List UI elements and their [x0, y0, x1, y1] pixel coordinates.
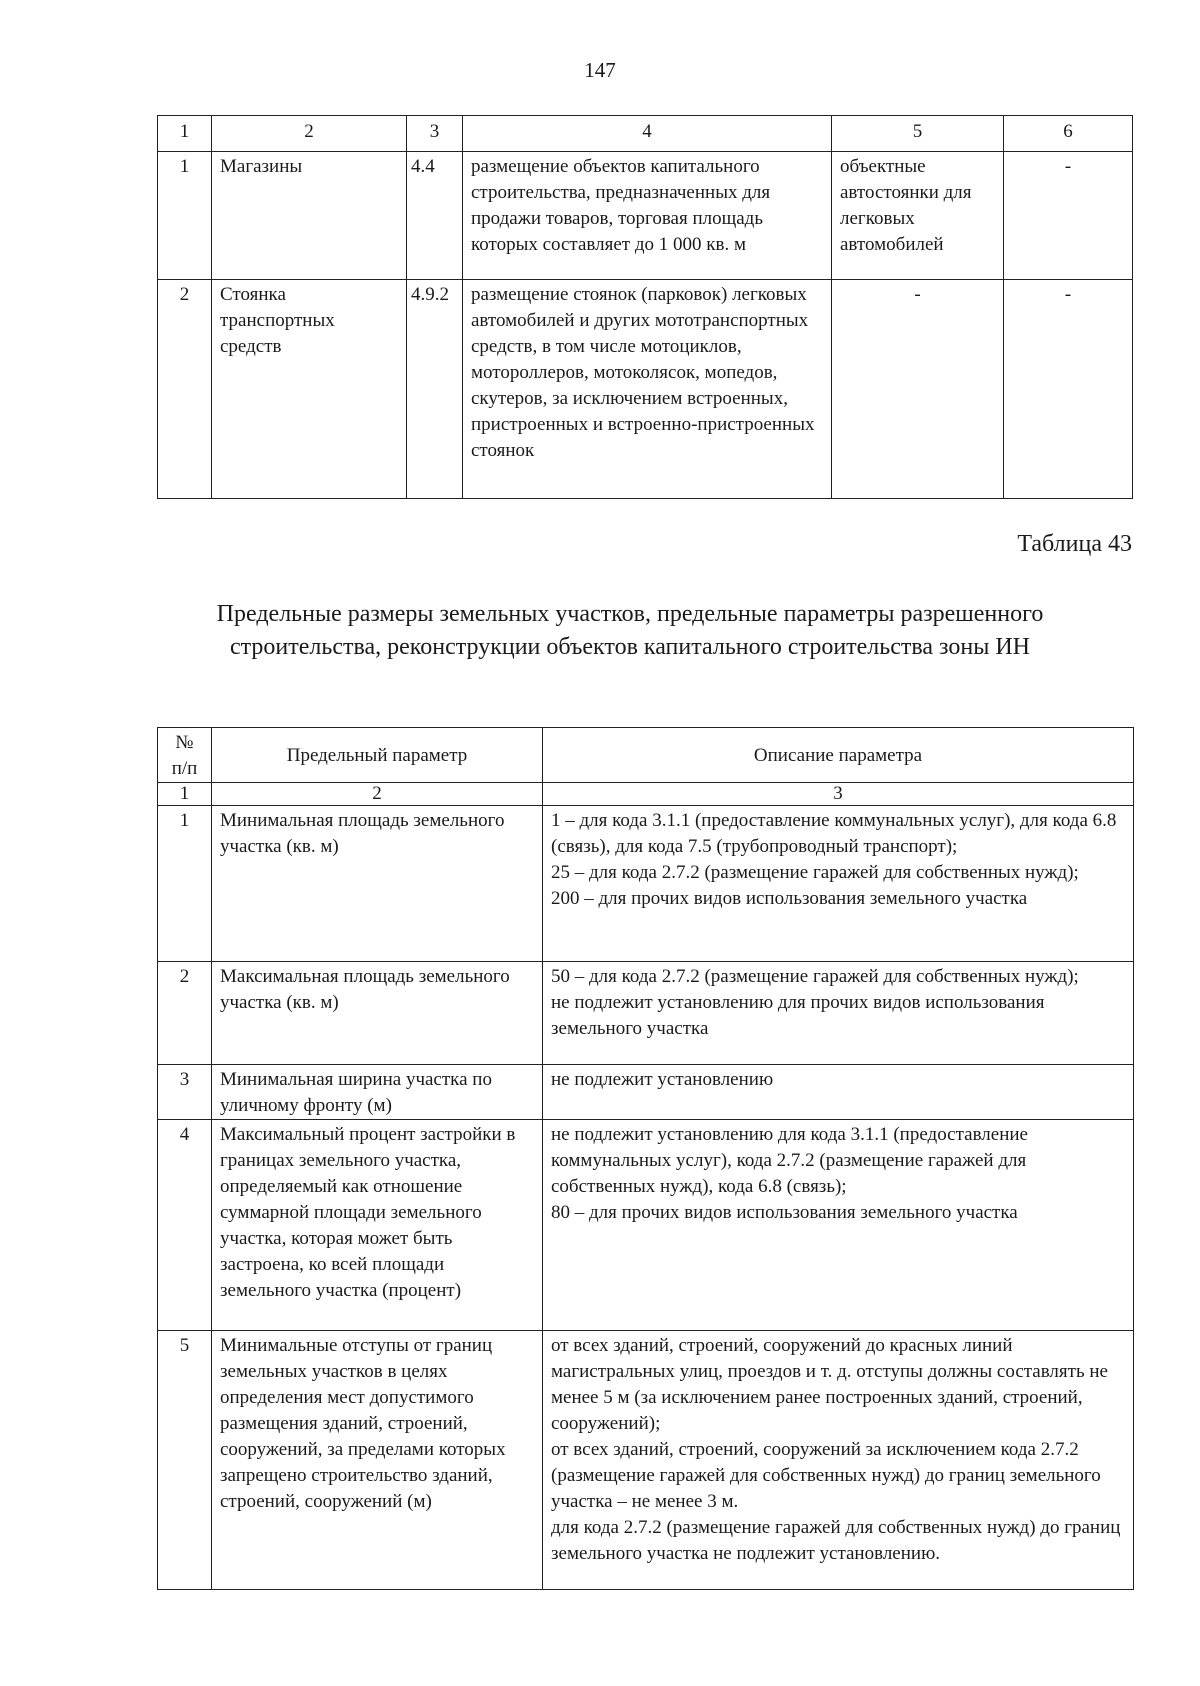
use-name: Стоянка транспортных средств	[212, 280, 407, 499]
table-row	[158, 962, 1134, 1065]
description-line: 1 – для кода 3.1.1 (предоставление коммунальных услуг), для кода 6.8 (связь), для кода 7.5 (трубопроводный транспорт);	[551, 810, 1117, 857]
column-number: 1	[158, 116, 212, 152]
parameter-description	[543, 806, 1134, 962]
table-row	[158, 1120, 1134, 1331]
row-number: 4	[158, 1120, 212, 1331]
column-numbers-row	[158, 783, 1134, 806]
use-description: размещение объектов капитального строительства, предназначенных для продажи товаров, торговая площадь которых составляет до 1 000 кв. м	[463, 152, 832, 280]
row-number: 3	[158, 1065, 212, 1120]
page-number: 147	[584, 58, 616, 82]
use-description: размещение стоянок (парковок) легковых автомобилей и других мототранспортных средств, в том числе мотоциклов, мотороллеров, мотоколясок, мопедов, скутеров, за исключением встроенных, пристроенных и встроенно-пристроенных стоянок	[463, 280, 832, 499]
column-number: 3	[407, 116, 463, 152]
table-row	[158, 152, 1133, 280]
description-line: 50 – для кода 2.7.2 (размещение гаражей для собственных нужд);	[551, 966, 1079, 987]
table-row	[158, 280, 1133, 499]
use-name: Магазины	[212, 152, 407, 280]
parameter-description	[543, 1120, 1134, 1331]
parameter-name: Минимальные отступы от границ земельных участков в целях определения мест допустимого размещения зданий, строений, сооружений, за пределами которых запрещено строительство зданий, строений, сооружений (м)	[212, 1331, 543, 1590]
column-number: 2	[212, 116, 407, 152]
row-number: 1	[158, 806, 212, 962]
description-line: не подлежит установлению	[551, 1069, 774, 1090]
row-number: 5	[158, 1331, 212, 1590]
parameter-description	[543, 1065, 1134, 1120]
header-description: Описание параметра	[543, 728, 1134, 783]
auxiliary-use: объектные автостоянки для легковых автомобилей	[832, 152, 1004, 280]
land-use-table	[157, 115, 1133, 499]
auxiliary-use: -	[832, 280, 1004, 499]
table-row	[158, 806, 1134, 962]
column-number: 4	[463, 116, 832, 152]
table-label: Таблица 43	[1017, 531, 1132, 557]
row-number: 1	[158, 152, 212, 280]
parameter-name: Максимальная площадь земельного участка (кв. м)	[212, 962, 543, 1065]
parameter-description	[543, 1331, 1134, 1590]
parameter-name: Максимальный процент застройки в границах земельного участка, определяемый как отношение суммарной площади земельного участка, которая может быть застроена, ко всей площади земельного участка (процент)	[212, 1120, 543, 1331]
table-title: Предельные размеры земельных участков, предельные параметры разрешенного строительства, реконструкции объектов капитального строительства зоны ИН	[216, 601, 1044, 660]
parameters-table	[157, 727, 1134, 1590]
description-line: не подлежит установлению для кода 3.1.1 (предоставление коммунальных услуг), кода 2.7.2 (размещение гаражей для собственных нужд), кода 6.8 (связь);	[551, 1124, 1028, 1197]
extra-cell: -	[1004, 152, 1133, 280]
description-line: не подлежит установлению для прочих видов использования земельного участка	[551, 992, 1045, 1039]
table-row	[158, 1065, 1134, 1120]
extra-cell: -	[1004, 280, 1133, 499]
parameter-name: Минимальная ширина участка по уличному фронту (м)	[212, 1065, 543, 1120]
description-line: 200 – для прочих видов использования земельного участка	[551, 888, 1028, 909]
row-number: 2	[158, 962, 212, 1065]
use-code: 4.4	[407, 152, 463, 280]
description-line: от всех зданий, строений, сооружений за исключением кода 2.7.2 (размещение гаражей для собственных нужд) до границ земельного участка – не менее 3 м.	[551, 1439, 1101, 1512]
column-number: 3	[543, 783, 1134, 806]
description-line: 80 – для прочих видов использования земельного участка	[551, 1202, 1018, 1223]
row-number: 2	[158, 280, 212, 499]
table-header-row	[158, 116, 1133, 152]
parameter-description	[543, 962, 1134, 1065]
description-line: от всех зданий, строений, сооружений до красных линий магистральных улиц, проездов и т. д. отступы должны составлять не менее 5 м (за исключением ранее построенных зданий, строений, сооружений);	[551, 1335, 1108, 1434]
column-number: 6	[1004, 116, 1133, 152]
column-number: 2	[212, 783, 543, 806]
table-header-row	[158, 728, 1134, 783]
parameter-name: Минимальная площадь земельного участка (кв. м)	[212, 806, 543, 962]
header-parameter: Предельный параметр	[212, 728, 543, 783]
column-number: 1	[158, 783, 212, 806]
header-number: № п/п	[158, 728, 212, 783]
use-code: 4.9.2	[407, 280, 463, 499]
table-row	[158, 1331, 1134, 1590]
description-line: для кода 2.7.2 (размещение гаражей для собственных нужд) до границ земельного участка не подлежит установлению.	[551, 1517, 1121, 1564]
description-line: 25 – для кода 2.7.2 (размещение гаражей для собственных нужд);	[551, 862, 1079, 883]
column-number: 5	[832, 116, 1004, 152]
